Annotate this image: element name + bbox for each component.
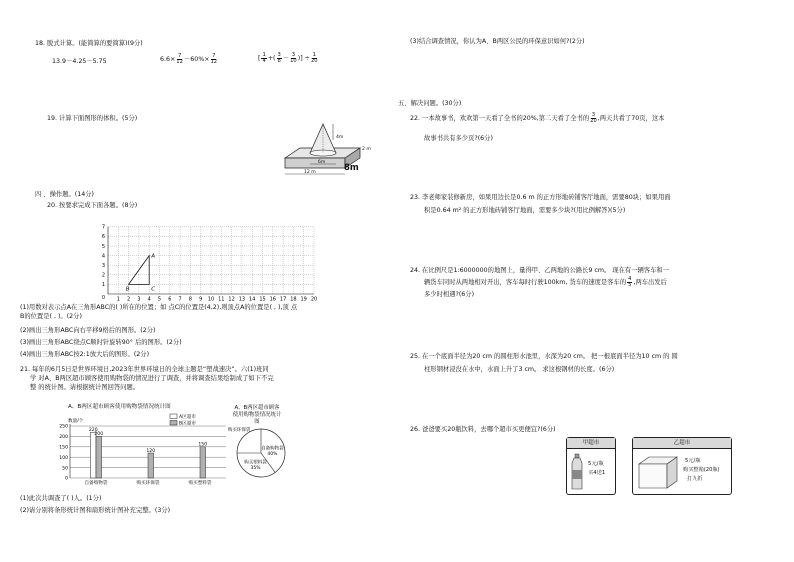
category-label: 自备购物袋 xyxy=(84,481,108,486)
shop-card-jia xyxy=(566,437,616,495)
bar-value-label: 120 xyxy=(146,448,156,454)
q20-item-2: (2)画出三角形ABC向右平移9格后的图形。(2分) xyxy=(20,327,156,334)
q18-title: 18. 脱式计算。(能简算的要简算)(9分) xyxy=(35,40,143,47)
y-tick-label: 7 xyxy=(101,224,105,231)
x-tick-label: 15 xyxy=(259,296,266,303)
bottle-icon xyxy=(570,453,584,491)
y-tick-label: 50 xyxy=(62,466,68,472)
x-tick-label: 11 xyxy=(218,296,225,303)
q18-expr-3: [ $\frac{1}{4}$ +( $\frac{3}{8}$ － $\frac{3}{10}$ )] ÷ $\frac{1}{20}$ xyxy=(258,52,318,65)
q21-text-1: 21. 每年的6月5日是世界环境日,2023年世界环境日的全球主题是“塑战速决”。六(1)班同 xyxy=(20,366,269,373)
q24-line-3: 多少时相遇?(6分) xyxy=(424,291,475,298)
y-tick-label: 3 xyxy=(101,263,105,269)
fraction: $\frac{3}{10}$ xyxy=(290,52,297,65)
shop-card-yi xyxy=(632,437,732,495)
q24-line-2: 辆货车同时从两地相对开出，客车每时行驶100km, 货车的速度是客车的 $\frac{4}{5}$ ,两车出发后 xyxy=(424,276,667,289)
x-tick-label: 6 xyxy=(168,296,172,303)
point-label-b: B xyxy=(125,286,130,293)
pie-slice-value: 40% xyxy=(267,451,278,457)
x-tick-label: 18 xyxy=(290,296,297,303)
x-tick-label: 9 xyxy=(199,296,203,303)
pie-chart xyxy=(227,426,290,495)
q20-item-3: (3)画出三角形ABC绕点C顺时针旋转90° 后的图形。(2分) xyxy=(20,339,182,346)
coordinate-grid xyxy=(90,222,320,307)
q26-text: 26. 爸爸要买20瓶饮料，去哪个超市买更便宜?(6分) xyxy=(410,426,556,433)
y-axis-label: 数量/个 xyxy=(68,419,84,424)
pie-slice-label: 购买环保袋 xyxy=(227,428,251,434)
y-tick-label: 250 xyxy=(59,424,68,430)
q21-item-3: (3)结合调查情况，你认为A、B两区公民的环保意识如何?(2分) xyxy=(410,38,585,45)
fraction: $\frac{1}{4}$ xyxy=(262,52,266,65)
y-tick-label: 200 xyxy=(59,435,68,441)
y-tick-label: 100 xyxy=(59,455,68,461)
y-tick-label: 150 xyxy=(59,445,68,451)
x-tick-label: 20 xyxy=(310,296,318,303)
shop-deal-1: 购买整箱(20瓶) xyxy=(683,467,720,473)
legend-swatch xyxy=(170,414,177,419)
bar xyxy=(91,432,97,478)
x-tick-label: 12 xyxy=(228,296,235,303)
q25-line-1: 25. 在一个底面半径为20 cm 的圆柱形水池里，水深为20 cm。 把一根底面半径为10 cm 的 圆 xyxy=(410,353,678,360)
bar-chart-title: A、B两区超市顾客使用购物袋情况统计图 xyxy=(68,404,171,410)
bar-value-label: 200 xyxy=(94,432,104,438)
section-4-heading: 四 、操作题。(14分) xyxy=(35,191,95,198)
shop-deal: 买4送1 xyxy=(588,470,606,476)
shop-price: 5元/瓶 xyxy=(588,461,604,467)
x-tick-label: 8 xyxy=(188,296,192,303)
q20-item-4: (4)画出三角形ABC按2:1放大后的图形。(2分) xyxy=(20,351,150,358)
fraction: $\frac{1}{20}$ xyxy=(310,52,318,65)
origin-label: 0 xyxy=(101,295,105,301)
shop-deal-2: 打九折 xyxy=(687,476,703,482)
q21-text-3: 整 的统计图。请根据统计图回答问题。 xyxy=(30,384,140,391)
section-5-heading: 五、解决问题。(30分) xyxy=(398,100,462,107)
q22-line-1: 22. 一本故事书，欢欢第一天看了全书的20%,第二天看了全书的 $\frac{3}{20}$ ,两天共看了70页，这本 xyxy=(410,112,665,125)
q24-line-1: 24. 在比例尺是1:6000000的地图上，量得甲、乙两地的公路长9 cm。 现在有一辆客车和一 xyxy=(410,267,669,274)
bar xyxy=(96,436,102,478)
q18-expr-2: 6.6× $\frac{7}{12}$ －60%× $\frac{7}{12}$ xyxy=(160,53,218,66)
point-label-c: C xyxy=(151,286,156,293)
dim-width-label: 2 m xyxy=(362,147,371,152)
bar xyxy=(200,447,206,478)
x-tick-label: 2 xyxy=(127,296,131,303)
y-tick-label: 2 xyxy=(101,272,105,279)
fraction: $\frac{4}{5}$ xyxy=(628,276,632,289)
x-tick-label: 5 xyxy=(157,296,162,303)
bar-value-label: 220 xyxy=(88,428,98,434)
dim-big-label: 8m xyxy=(344,163,359,173)
x-tick-label: 13 xyxy=(238,296,246,303)
x-tick-label: 7 xyxy=(178,296,182,303)
box-icon xyxy=(637,454,679,490)
x-tick-label: 14 xyxy=(249,296,256,303)
legend-label: A区超市 xyxy=(179,415,196,420)
bar-value-label: 150 xyxy=(198,442,208,448)
pie-slice-label: 购买塑料袋 xyxy=(244,460,267,466)
dim-diameter-label: 6m xyxy=(318,160,326,165)
x-tick-label: 3 xyxy=(137,296,141,303)
y-tick-label: 0 xyxy=(65,476,68,482)
legend-swatch xyxy=(170,421,177,426)
shop-name: 甲超市 xyxy=(567,438,615,449)
category-label: 购买塑料袋 xyxy=(188,481,212,486)
legend-label: B区超市 xyxy=(179,421,196,427)
q19-title: 19. 计算下面图形的体积。(5分) xyxy=(47,115,138,122)
bar xyxy=(148,453,154,478)
x-tick-label: 1 xyxy=(116,296,120,303)
q18-expr-1: 13.9－4.25－5.75 xyxy=(52,58,107,65)
x-tick-label: 17 xyxy=(279,296,287,303)
q23-line-2: 积是0.64 m² 的正方形地砖铺客厅地面，需要多少块?(用比例解答)(5分) xyxy=(424,207,626,214)
y-tick-label: 1 xyxy=(101,282,105,289)
q20-title: 20. 按要求完成下面各题。(8分) xyxy=(47,202,138,209)
y-tick-label: 6 xyxy=(101,234,105,241)
dim-length-label: 12 m xyxy=(304,170,316,175)
q23-line-1: 23. 李老师家装修新房，如果用边长是0.6 m 的正方形地砖铺客厅地面，需要80块；如果用面 xyxy=(410,194,671,201)
bar-chart xyxy=(48,412,230,493)
q21-text-2: 学 对A、B两区超市顾客使用购物袋的情况进行了调查，并将调查结果绘制成了如下不完 xyxy=(30,375,274,382)
shop-price: 5元/瓶 xyxy=(685,458,701,464)
q20-item-1: (1)用数对表示点A在三角形ABC的( )所在的位置；如 点C的位置是(4,2),则顶点A的位置是( , ),顶 点 xyxy=(20,304,298,311)
fraction: $\frac{7}{12}$ xyxy=(176,53,183,66)
dim-height-label: 4m xyxy=(336,135,344,140)
fraction: $\frac{3}{20}$ xyxy=(590,112,597,125)
q21-item-2: (2)请分别将条形统计图和扇形统计图补充完整。(3分) xyxy=(20,507,171,514)
x-tick-label: 4 xyxy=(147,296,151,303)
q20-item-1b: B的位置是( , )。(2分) xyxy=(20,313,82,320)
q22-line-2: 故事书共有多少页?(6分) xyxy=(424,135,493,142)
q21-item-1: (1)此次共调查了( )人。(1分) xyxy=(20,495,102,502)
fraction: $\frac{7}{12}$ xyxy=(210,53,218,66)
pie-slice-label: 自备购物袋 xyxy=(261,446,284,452)
pie-chart-title: A、B两区超市顾客使用购物袋情况统计图 xyxy=(232,405,282,425)
q25-line-2: 柱形钢材浸没在水中，水面上升了3 cm。 求这根钢材的长度。(6分) xyxy=(424,366,615,373)
pie-slice-value: 35% xyxy=(250,466,261,472)
x-tick-label: 16 xyxy=(269,296,276,303)
category-label: 购买环保袋 xyxy=(136,481,160,486)
y-tick-label: 5 xyxy=(101,243,105,250)
point-label-a: A xyxy=(151,253,155,260)
x-tick-label: 19 xyxy=(300,296,307,303)
y-tick-label: 4 xyxy=(101,253,105,260)
x-tick-label: 10 xyxy=(207,296,215,303)
fraction: $\frac{3}{8}$ xyxy=(277,52,281,65)
shop-name: 乙超市 xyxy=(633,438,731,449)
